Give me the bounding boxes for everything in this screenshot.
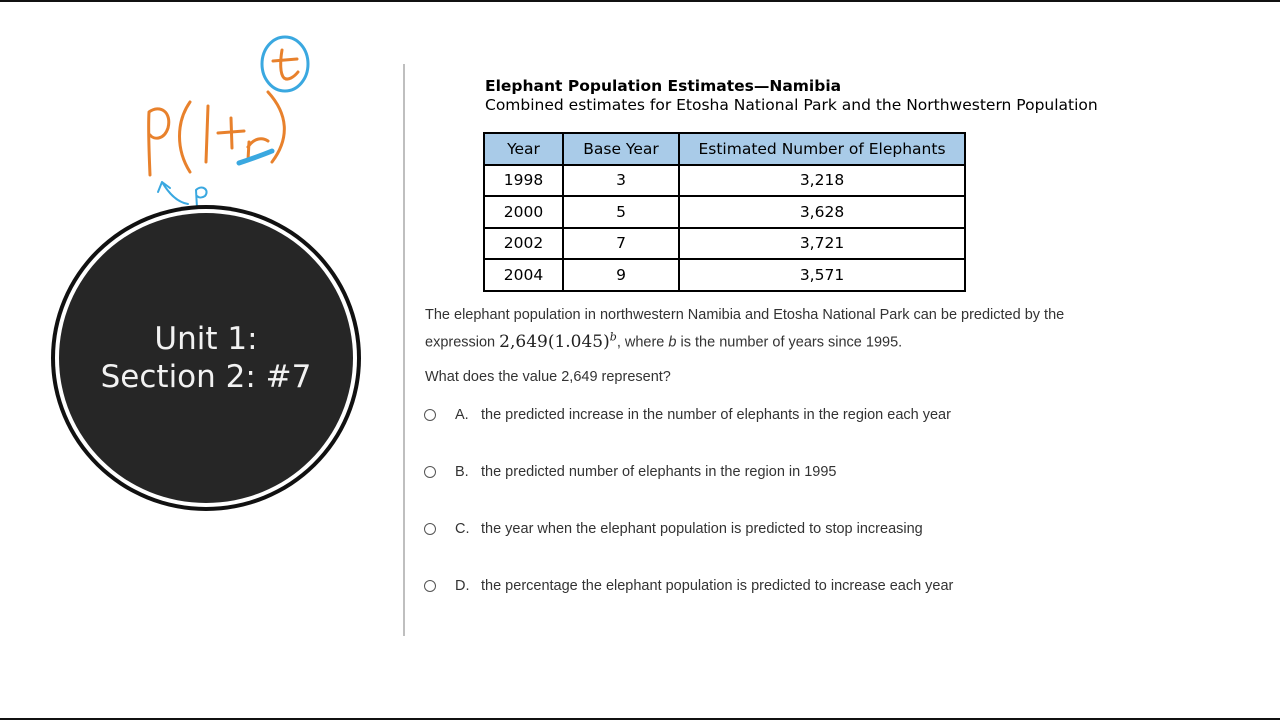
table-title: Elephant Population Estimates—Namibia [485,77,842,95]
table-subtitle: Combined estimates for Etosha National Park and the Northwestern Population [485,96,1098,114]
expression-prefix: expression [425,334,496,351]
question-prompt: What does the value 2,649 represent? [425,369,671,385]
question-line-2 [425,330,902,352]
cell-estimate: 3,721 [679,228,965,260]
choice-b[interactable] [424,461,837,483]
radio-button-d[interactable] [424,580,436,592]
cell-year: 2004 [484,259,563,291]
ink-letter-p [149,109,169,175]
choice-letter: A. [455,407,469,423]
question-line-1: The elephant population in northwestern Namibia and Etosha National Park can be predicted by the [425,307,1065,323]
radio-button-c[interactable] [424,523,436,535]
table-row [484,196,965,228]
cell-year: 1998 [484,165,563,197]
handwritten-annotation [120,30,330,215]
choice-text: the percentage the elephant population is predicted to increase each year [481,578,954,594]
vertical-divider [403,64,405,636]
cell-base-year: 7 [563,228,679,260]
population-table [483,132,966,292]
cell-estimate: 3,218 [679,165,965,197]
cell-estimate: 3,628 [679,196,965,228]
radio-button-a[interactable] [424,409,436,421]
choice-letter: B. [455,464,469,480]
ink-arrow [158,182,188,204]
radio-button-b[interactable] [424,466,436,478]
ink-open-paren [180,102,191,172]
header-base-year: Base Year [563,133,679,165]
choice-text: the predicted number of elephants in the region in 1995 [481,464,837,480]
choice-d[interactable] [424,575,953,597]
title-disc [59,213,353,503]
ink-underline [239,151,272,163]
expression-base: 2,649(1.045) [499,331,610,352]
header-year: Year [484,133,563,165]
choice-letter: C. [455,521,470,537]
ink-circle [262,37,308,91]
header-estimated: Estimated Number of Elephants [679,133,965,165]
table-header-row [484,133,965,165]
table-row [484,165,965,197]
expression-middle: , where [616,334,665,351]
cell-year: 2000 [484,196,563,228]
section-label: Section 2: #7 [100,359,312,395]
top-border [0,0,1280,2]
table-row [484,259,965,291]
choice-text: the year when the elephant population is predicted to stop increasing [481,521,923,537]
choice-text: the predicted increase in the number of elephants in the region each year [481,407,951,423]
ink-letter-t [273,50,298,79]
cell-base-year: 5 [563,196,679,228]
variable-b: b [668,334,677,351]
unit-label: Unit 1: [154,321,258,357]
ink-digit-one [206,106,208,162]
choice-c[interactable] [424,518,923,540]
cell-base-year: 3 [563,165,679,197]
choice-letter: D. [455,578,470,594]
expression-suffix: is the number of years since 1995. [680,334,903,351]
ink-plus [218,118,244,148]
cell-estimate: 3,571 [679,259,965,291]
choice-a[interactable] [424,404,951,426]
table-row [484,228,965,260]
cell-base-year: 9 [563,259,679,291]
cell-year: 2002 [484,228,563,260]
expression-exponent: b [609,330,617,343]
expression [499,332,617,352]
